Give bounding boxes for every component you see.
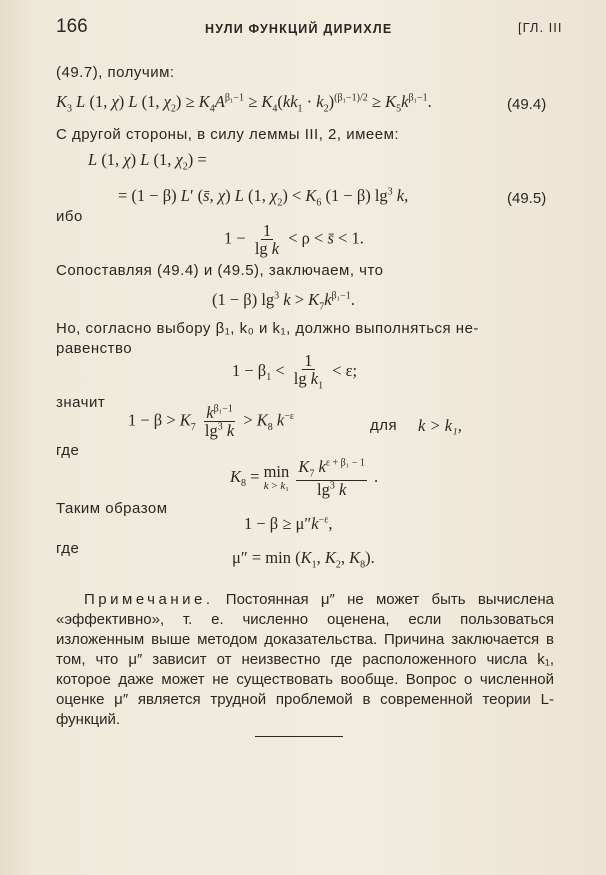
inequality-epsilon: $1 - \beta_1$ < $\frac{1}{\lg k_1}$ < ε; bbox=[232, 351, 358, 392]
remark-title: Примечание. bbox=[84, 591, 214, 608]
equation-49-5-top: L (1, χ) L (1, $\chi_2$) = bbox=[88, 150, 207, 173]
text-line-choice-1: Но, согласно выбору β₁, k₀ и k₁, должно выполняться не- bbox=[56, 320, 479, 337]
equation-tag-49-5: (49.5) bbox=[507, 190, 547, 207]
condition-k: k > k₁, bbox=[418, 416, 462, 435]
running-head: НУЛИ ФУНКЦИЙ ДИРИХЛЕ bbox=[205, 22, 393, 36]
section-label: [ГЛ. III bbox=[518, 20, 563, 35]
mu-definition: $\mu'' = \min (K_1$, $K_2$, $K_8$). bbox=[232, 548, 375, 571]
inequality-compare: (1 − β) $\lg^3 k > K_7k^{\beta_1-1}$. bbox=[212, 290, 355, 313]
text-line-choice-2: равенство bbox=[56, 340, 133, 357]
remark-paragraph bbox=[56, 590, 554, 730]
closing-rule bbox=[255, 736, 343, 737]
text-line-intro: (49.7), получим: bbox=[56, 64, 175, 81]
text-line-compare: Сопоставляя (49.4) и (49.5), заключаем, что bbox=[56, 262, 384, 279]
page-number: 166 bbox=[56, 16, 88, 37]
text-znachit: значит bbox=[56, 394, 106, 411]
definition-k8: $K_8 = \min$ k > k₁ $\frac{K_7 k^{\varepsilon + \beta_1 - 1}}{\lg^3 k}$ . bbox=[230, 457, 379, 499]
inequality-rho: 1 − $\frac{1}{\text{lg k}}$ < ρ < s̄ < 1. bbox=[224, 221, 364, 259]
equation-tag-49-4: (49.4) bbox=[507, 96, 547, 113]
text-dlya: для bbox=[370, 417, 398, 434]
text-ibo: ибо bbox=[56, 208, 83, 225]
text-takim-obrazom: Таким образом bbox=[56, 500, 168, 517]
text-line-other-side: С другой стороны, в силу леммы III, 2, имеем: bbox=[56, 126, 400, 143]
inequality-beta: $1 - \beta > K_7$ $\frac{k^{\beta_1-1}}{\lg^3 k}$ > $K_8$ $k^{-\varepsilon}$ bbox=[128, 403, 295, 441]
remark-text: Постоянная μ″ не может быть вычислена «эффективно», т. е. численно оценена, если пользоваться изложенным выше методом доказательства. Причина заключается в том, что μ″ зависит от неизвестно где расположенного числа k₁, которое даже может не существовать вообще. Вопрос о численной оценке μ″ является трудной проблемой в современной теории L-функций. bbox=[56, 591, 554, 728]
text-gde-1: где bbox=[56, 442, 80, 459]
equation-49-5-body: = (1 − β) L′ (s̄, χ) L (1, $\chi_2) < K_6$ (1 − β) $\lg^3 k$, bbox=[118, 186, 409, 209]
equation-49-4: $K_3$ L (1, χ) L (1, $\chi_2) \ge K_4A^{\beta_1-1} \ge K_4(kk_1 \cdot k_2)^{(\beta_1-1)/2} \ge K_5k^{\beta_1-1}$. bbox=[56, 92, 432, 115]
final-inequality: $1 - \beta \ge \mu''k^{-\varepsilon}$, bbox=[244, 514, 333, 533]
text-gde-2: где bbox=[56, 540, 80, 557]
